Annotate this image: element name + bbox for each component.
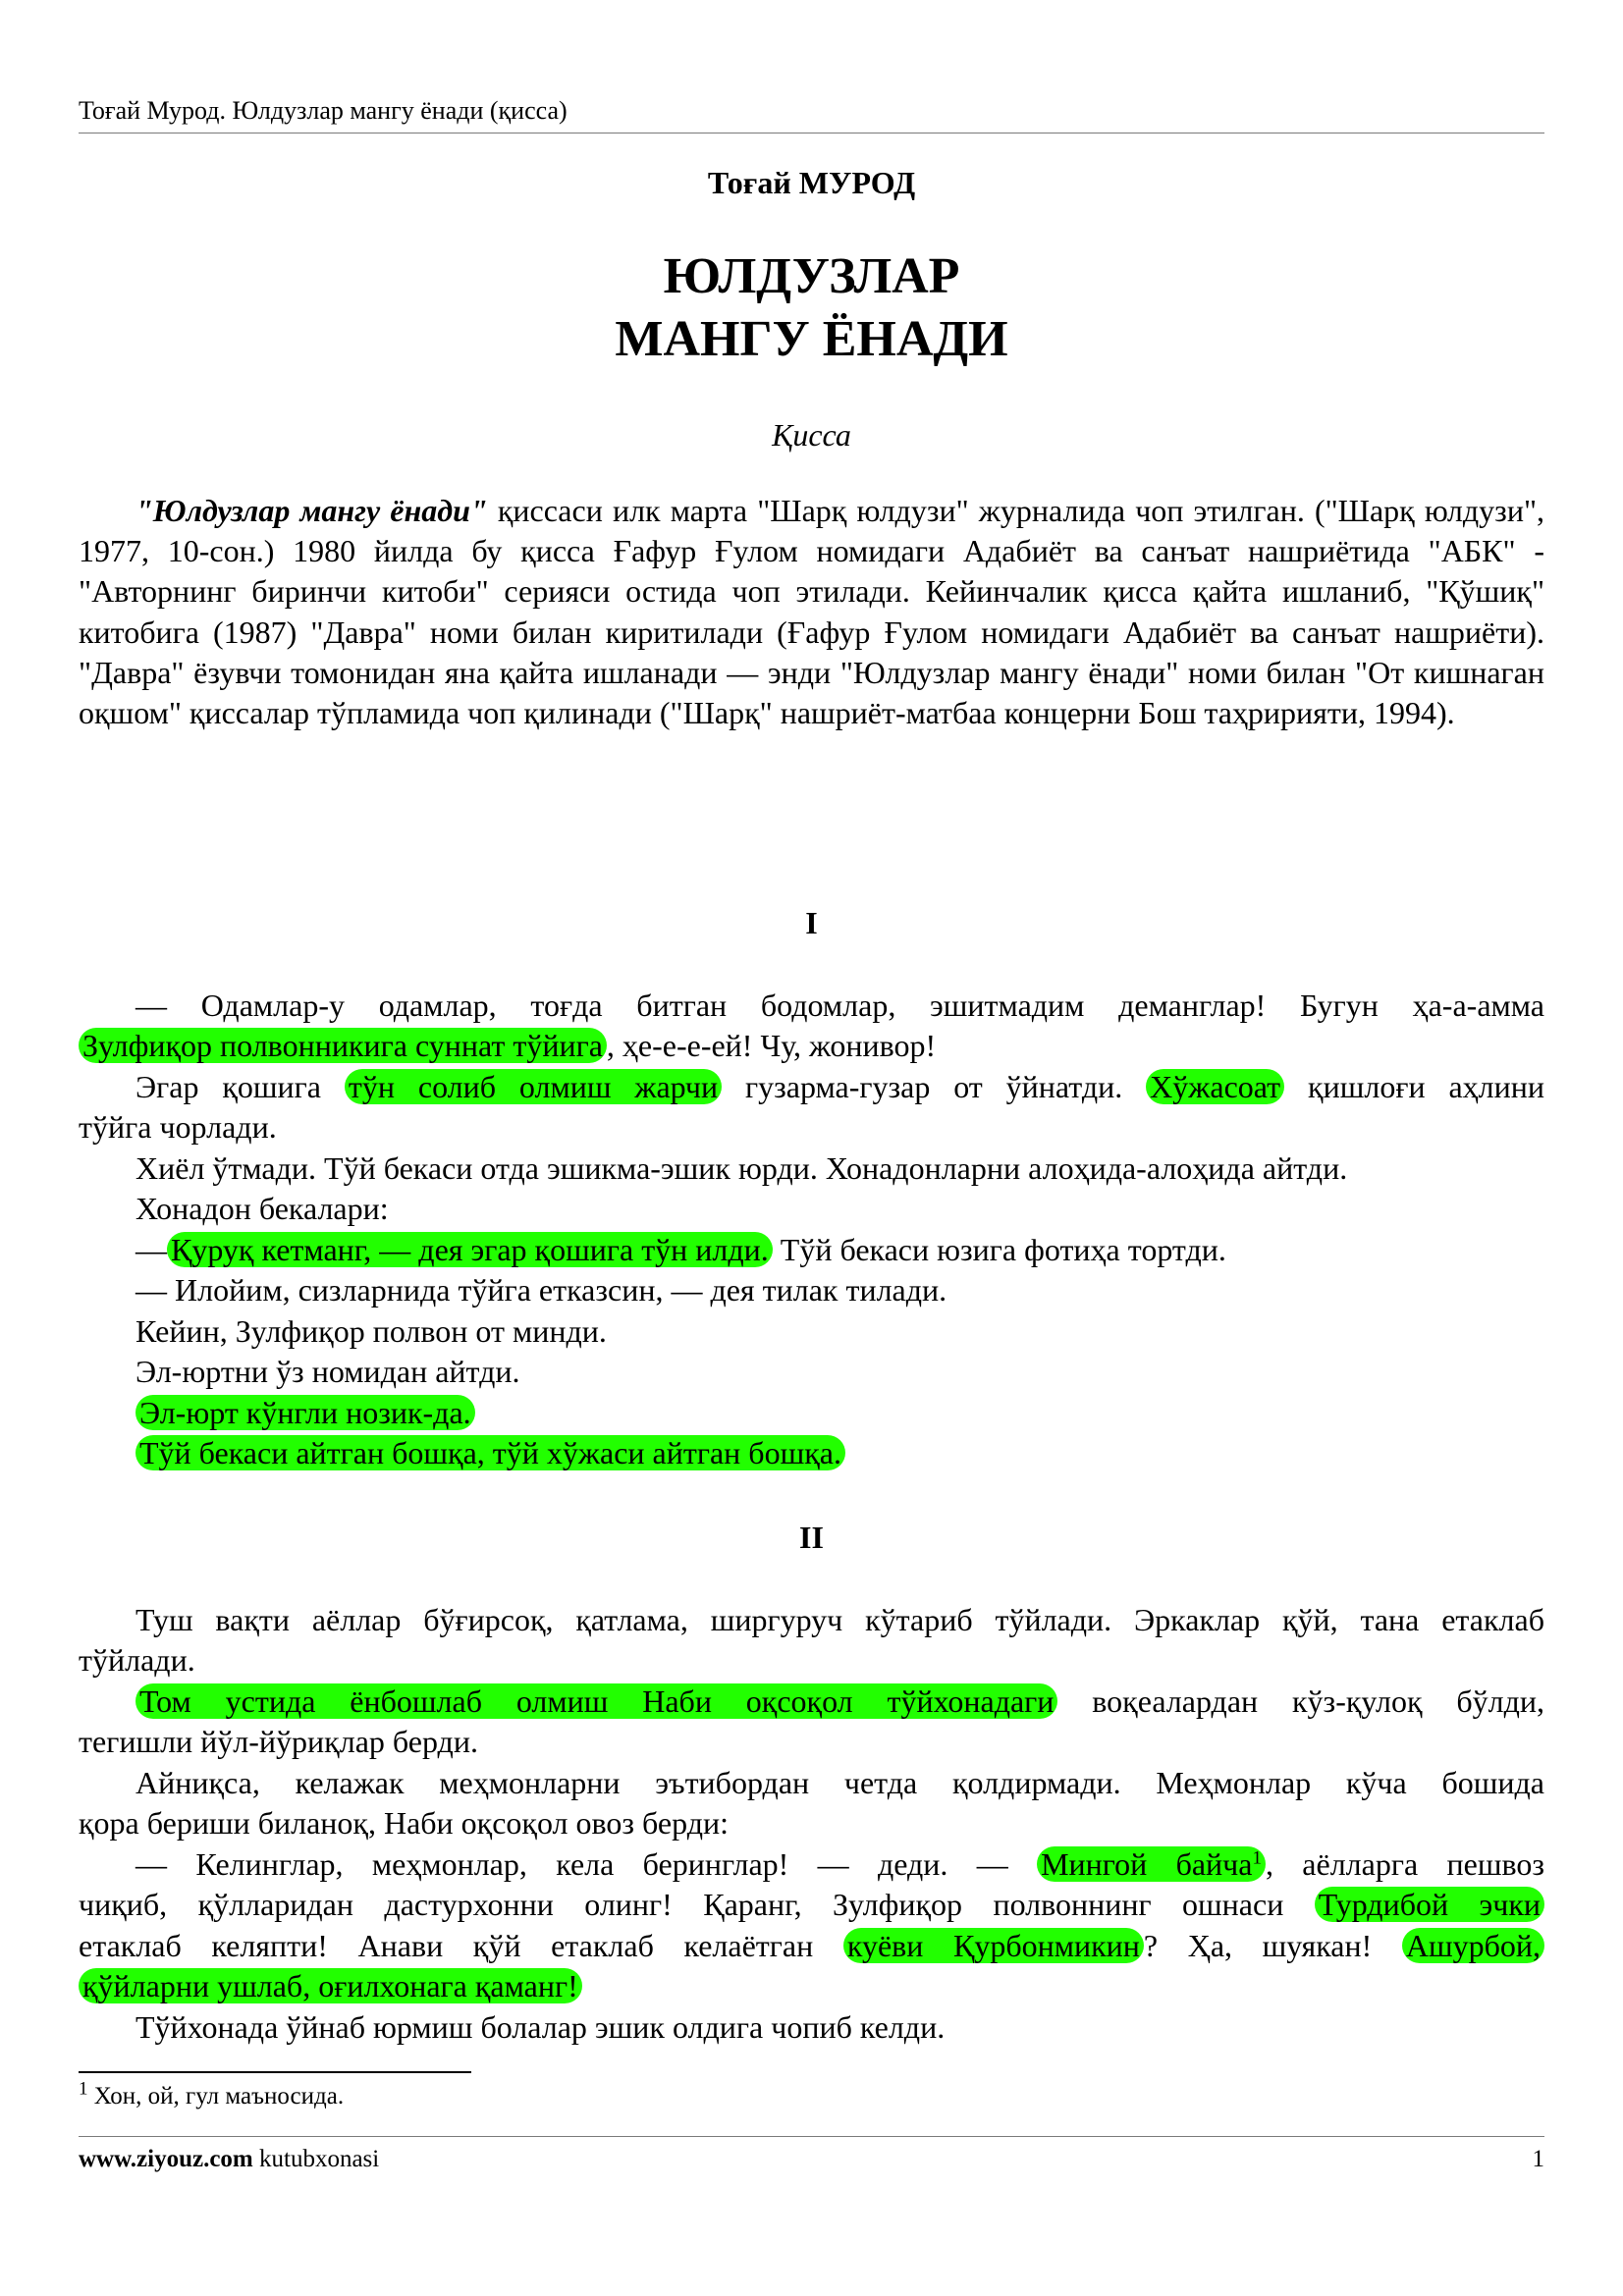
text-run: гузарма-гузар от ўйнатди. (722, 1069, 1147, 1104)
footer-site-link[interactable]: www.ziyouz.com (79, 2146, 253, 2172)
s2-p4-line1 (79, 1844, 1544, 1885)
s1-p10 (135, 1433, 845, 1473)
highlight: Эл-юрт кўнгли нозик-да. (135, 1395, 475, 1430)
s2-p5: Тўйхонада ўйнаб юрмиш болалар эшик олдига чопиб келди. (135, 2009, 946, 2045)
s2-p4-line2 (79, 1885, 1544, 1925)
s1-p6: — Илойим, сизларнида тўйга етказсин, — дея тилак тилади. (135, 1272, 947, 1308)
s1-p2-line2: тўйга чорлади. (79, 1109, 277, 1145)
text-run: — Келинглар, меҳмонлар, кела беринглар! — деди. — (135, 1846, 1038, 1882)
s2-p3-line2: қора бериши биланоқ, Наби оқсоқол овоз берди: (79, 1805, 729, 1841)
s1-p8: Эл-юртни ўз номидан айтди. (135, 1354, 520, 1389)
text-run: ? Ҳа, шуякан! (1143, 1928, 1402, 1963)
footer-library: kutubxonasi (252, 2146, 380, 2172)
s1-p1-line2 (79, 1026, 1544, 1066)
footnote-rule (79, 2071, 471, 2073)
s1-p1-line1: — Одамлар-у одамлар, тоғда битган бодомлар, эшитмадим деманглар! Бугун ҳа-а-амма (135, 988, 1544, 1023)
highlight: Қуруқ кетманг, — дея эгар қошига тўн илди. (167, 1232, 773, 1267)
s1-p7: Кейин, Зулфиқор полвон от минди. (135, 1313, 607, 1349)
page-number: 1 (1532, 2146, 1544, 2172)
text-run: воқеалардан кўз-қулоқ бўлди, (1057, 1683, 1545, 1719)
text-run: , аёлларга пешвоз (1265, 1846, 1544, 1882)
s2-p4-line4 (79, 1966, 1544, 2006)
text-run: чиқиб, қўлларидан дастурхонни олинг! Қаранг, Зулфиқор полвоннинг ошнаси (79, 1887, 1315, 1922)
s2-p2-line2: тегишли йўл-йўриқлар берди. (79, 1724, 478, 1759)
highlight (1037, 1846, 1266, 1882)
text-run: қишлоғи аҳлини (1284, 1069, 1545, 1104)
s1-p2-line1 (79, 1067, 1544, 1107)
footnote-text: Хон, ой, гул маъносида. (87, 2083, 345, 2109)
title-line-1: ЮЛДУЗЛАР (663, 248, 960, 304)
footer-rule (79, 2136, 1544, 2137)
s1-p4: Хонадон бекалари: (135, 1191, 389, 1226)
text-run: Тўй бекаси юзига фотиҳа тортди. (772, 1232, 1226, 1267)
title-line-2: МАНГУ ЁНАДИ (615, 311, 1008, 367)
s1-p3: Хиёл ўтмади. Тўй бекаси отда эшикма-эшик юрди. Хонадонларни алоҳида-алоҳида айтди. (135, 1150, 1348, 1186)
running-header: Тоғай Мурод. Юлдузлар мангу ёнади (қисса) (79, 96, 568, 125)
highlight: тўн солиб олмиш жарчи (345, 1069, 722, 1104)
s1-p5 (135, 1230, 1226, 1270)
author-name: Тоғай МУРОД (707, 165, 916, 200)
footer-source (79, 2146, 379, 2173)
highlight: Зулфиқор полвонникига суннат тўйига (79, 1028, 607, 1063)
intro-bold-title: "Юлдузлар мангу ёнади" (135, 493, 488, 528)
text-run: , ҳе-е-е-ей! Чу, жонивор! (606, 1028, 937, 1063)
highlight: Том устида ёнбошлаб олмиш Наби оқсоқол тўйхонадаги (135, 1683, 1057, 1719)
text-run: Эгар қошига (135, 1069, 345, 1104)
s2-p4-line3 (79, 1926, 1544, 1966)
s1-p9 (135, 1393, 475, 1433)
section-heading-2: II (799, 1520, 824, 1555)
intro-paragraph (79, 491, 1544, 733)
footnote-marker: 1 (79, 2078, 88, 2100)
highlight: Хўжасоат (1146, 1069, 1284, 1104)
highlight: Турдибой эчки (1315, 1887, 1544, 1922)
highlight: Тўй бекаси айтган бошқа, тўй хўжаси айтган бошқа. (135, 1435, 845, 1470)
text-run: етаклаб келяпти! Анави қўй етаклаб келаётган (79, 1928, 843, 1963)
section-heading-1: I (805, 905, 818, 940)
footnote (79, 2078, 345, 2110)
s2-p1-line1: Туш вақти аёллар бўғирсоқ, қатлама, ширгуруч кўтариб тўйлади. Эркаклар қўй, тана етаклаб (135, 1602, 1544, 1637)
text-run: — (135, 1232, 167, 1267)
highlight-text: Мингой байча (1041, 1846, 1253, 1882)
highlight: Ашурбой, (1402, 1928, 1544, 1963)
highlight: қўйларни ушлаб, оғилхонага қаманг! (79, 1968, 582, 2003)
book-title (79, 245, 1544, 371)
s2-p3-line1: Айниқса, келажак меҳмонларни эътибордан четда қолдирмади. Меҳмонлар кўча бошида (135, 1765, 1544, 1800)
highlight: куёви Қурбонмикин (843, 1928, 1144, 1963)
footnote-ref[interactable]: 1 (1252, 1847, 1262, 1869)
intro-text: қиссаси илк марта "Шарқ юлдузи" журналида чоп этилган. ("Шарқ юлдузи", 1977, 10-сон.) 1980 йилда бу қисса Ғафур Ғулом номидаги Адабиёт ва санъат нашриётида "АБК" - "Авторнинг биринчи китоби" серияси остида чоп этилади. Кейинчалик қисса қайта ишланиб, "Қўшиқ" китобига (1987) "Давра" номи билан киритилади (Ғафур Ғулом номидаги Адабиёт ва санъат нашриёти). "Давра" ёзувчи томонидан яна қайта ишланади — энди "Юлдузлар мангу ёнади" номи билан "От кишнаган оқшом" қиссалар тўпламида чоп қилинади ("Шарқ" нашриёт-матбаа концерни Бош таҳририяти, 1994). (79, 493, 1545, 731)
genre-label: Қисса (772, 417, 851, 453)
s2-p1-line2: тўйлади. (79, 1642, 195, 1678)
s2-p2-line1 (79, 1682, 1544, 1722)
